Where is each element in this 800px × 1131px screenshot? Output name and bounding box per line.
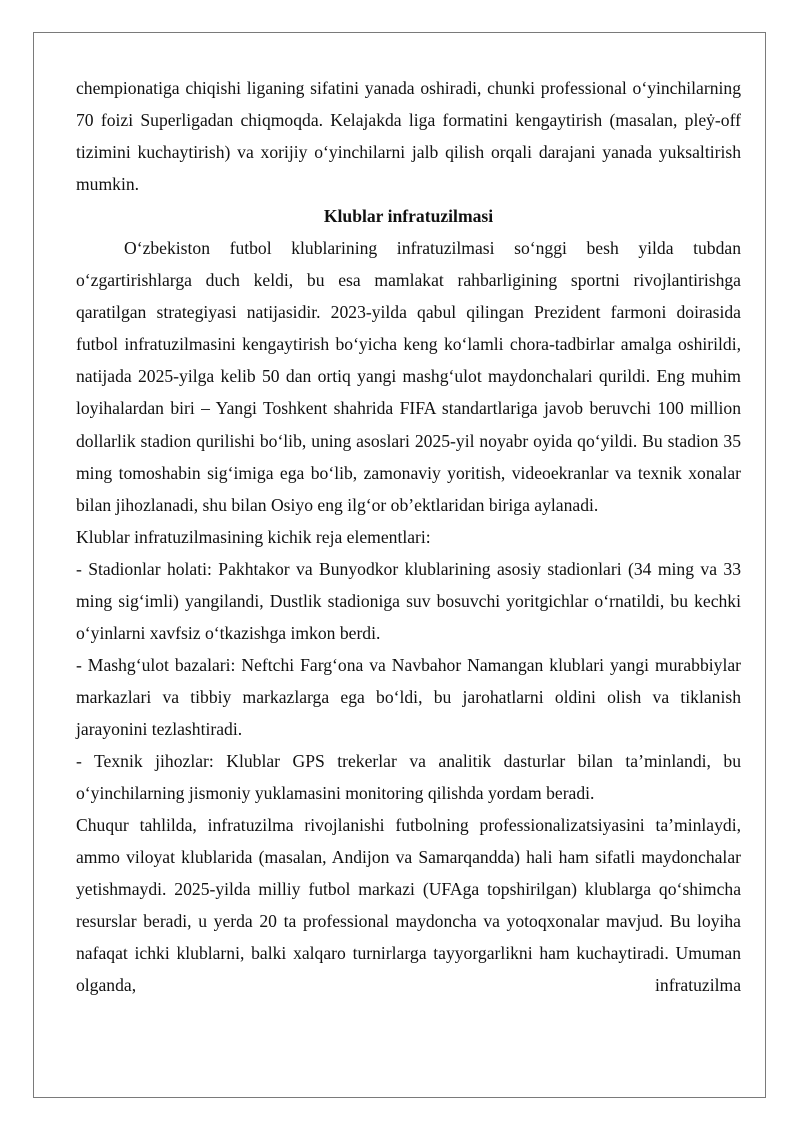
intro-paragraph: chempionatiga chiqishi liganing sifatini yanada oshiradi, chunki professional oʻyinchilarning 70 foizi Superligadan chiqmoqda. Kelajakda liga formatini kengaytirish (masalan, pleẏ-off tizimini kuchaytirish) va xorijiy oʻyinchilarni jalb qilish orqali darajani yanada yuksaltirish mumkin.: [76, 78, 741, 195]
list-item-technical-equipment: - Texnik jihozlar: Klublar GPS trekerlar va analitik dasturlar bilan taʼminlandi, bu oʻyinchilarning jismoniy yuklamasini monitoring qilishda yordam beradi.: [76, 750, 741, 804]
list-item-stadiums: - Stadionlar holati: Pakhtakor va Bunyodkor klublarining asosiy stadionlari (34 ming va 33 ming sigʻimli) yangilandi, Dustlik stadioniga suv bosuvchi yoritgichlar oʻrnatildi, bu kechki oʻyinlarni xavfsiz oʻtkazishga imkon berdi.: [76, 558, 741, 643]
list-item-training-bases: - Mashgʻulot bazalari: Neftchi Fargʻona va Navbahor Namangan klublari yangi murabbiylar markazlari va tibbiy markazlarga ega boʻldi, bu jarohatlarni oldini olish va tiklanish jarayonini tezlashtiradi.: [76, 654, 741, 739]
conclusion-paragraph: Chuqur tahlilda, infratuzilma rivojlanishi futbolning professionalizatsiyasini taʼminlaydi, ammo viloyat klublarida (masalan, Andijon va Samarqandda) hali ham sifatli maydonchalar yetishmaydi. 2025-yilda milliy futbol markazi (UFAga topshirilgan) klublarga qoʻshimcha resurslar beradi, u yerda 20 ta professional maydoncha va yotoqxonalar mavjud. Bu loyiha nafaqat ichki klublarni, balki xalqaro turnirlarga tayyorgarlikni ham kuchaytiradi. Umuman olganda, infratuzilma: [76, 815, 741, 996]
list-intro: Klublar infratuzilmasining kichik reja elementlari:: [76, 526, 431, 547]
document-body: [76, 72, 741, 1001]
section-heading: Klublar infratuzilmasi: [323, 206, 494, 227]
main-paragraph: Oʻzbekiston futbol klublarining infratuzilmasi soʻnggi besh yilda tubdan oʻzgartirishlarga duch keldi, bu esa mamlakat rahbarligining sportni rivojlantirishga qaratilgan strategiyasi natijasidir. 2023-yilda qabul qilingan Prezident farmoni doirasida futbol infratuzilmasini kengaytirish boʻyicha keng koʻlamli chora-tadbirlar amalga oshirildi, natijada 2025-yilga kelib 50 dan ortiq yangi mashgʻulot maydonchalari qurildi. Eng muhim loyihalardan biri – Yangi Toshkent shahrida FIFA standartlariga javob beruvchi 100 million dollarlik stadion qurilishi boʻlib, uning asoslari 2025-yil noyabr oyida qoʻyildi. Bu stadion 35 ming tomoshabin sigʻimiga ega boʻlib, zamonaviy yoritish, videoekranlar va texnik xonalar bilan jihozlanadi, shu bilan Osiyo eng ilgʻor obʼektlaridan biriga aylanadi.: [76, 238, 741, 515]
